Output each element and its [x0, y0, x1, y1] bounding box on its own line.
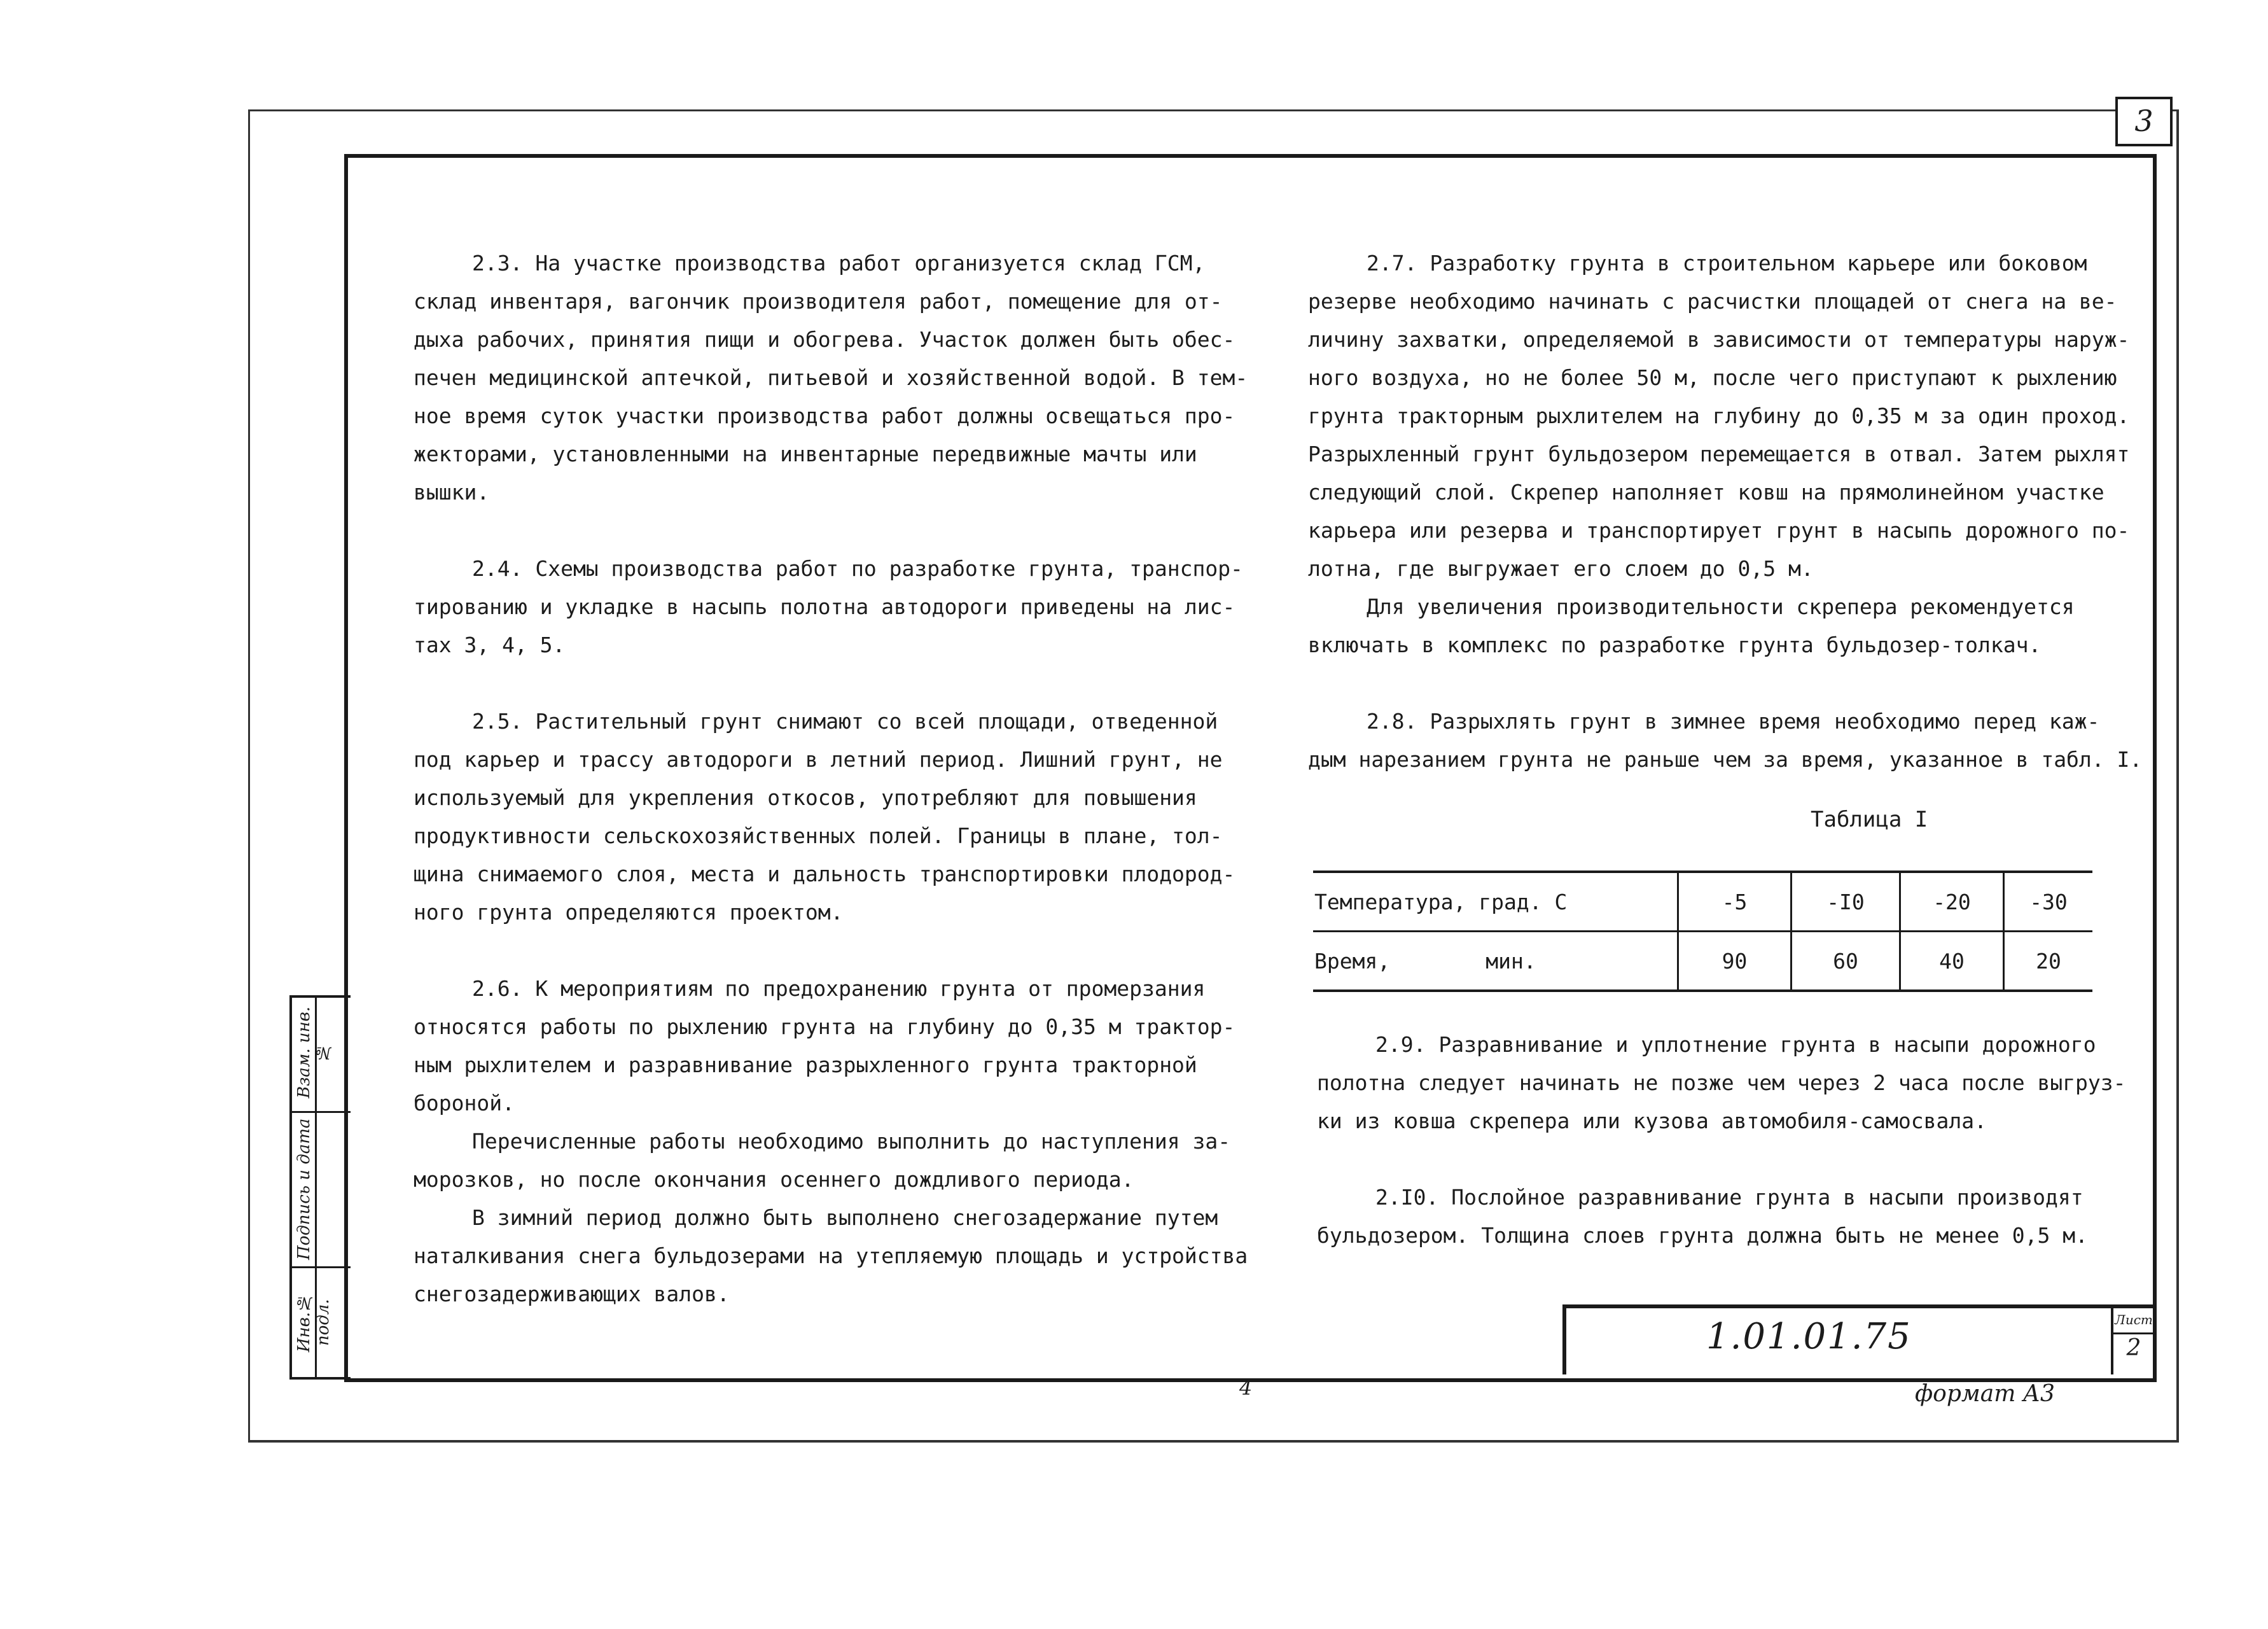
- side-stamp: [289, 995, 351, 1380]
- side-stamp-divider: [292, 1266, 351, 1268]
- text-line: 2.5. Растительный грунт снимают со всей площади, отведенной: [472, 709, 1218, 734]
- text-line: Для увеличения производительности скрепера рекомендуется: [1367, 594, 2075, 619]
- text-line: 2.I0. Послойное разравнивание грунта в насыпи производят: [1375, 1185, 2084, 1210]
- table-cell: -5: [1678, 872, 1791, 932]
- text-line: 2.3. На участке производства работ организуется склад ГСМ,: [472, 251, 1206, 276]
- text-line: 2.7. Разработку грунта в строительном карьере или боковом: [1367, 251, 2087, 276]
- format-label: формат А3: [1915, 1381, 2055, 1407]
- text-line: личину захватки, определяемой в зависимости от температуры наруж-: [1308, 327, 2130, 352]
- text-line: печен медицинской аптечкой, питьевой и хозяйственной водой. В тем-: [414, 365, 1248, 390]
- text-line: Разрыхленный грунт бульдозером перемещается в отвал. Затем рыхлят: [1308, 442, 2130, 466]
- text-line: бороной.: [414, 1091, 515, 1115]
- text-line: под карьер и трассу автодороги в летний период. Лишний грунт, не: [414, 747, 1223, 772]
- text-line: следующий слой. Скрепер наполняет ковш на прямолинейном участке: [1308, 480, 2105, 505]
- text-line: 2.4. Схемы производства работ по разработке грунта, транспор-: [472, 556, 1243, 581]
- text-line: продуктивности сельскохозяйственных полей. Границы в плане, тол-: [414, 823, 1223, 848]
- text-line: дым нарезанием грунта не раньше чем за время, указанное в табл. I.: [1308, 747, 2143, 772]
- table-row-unit: мин.: [1485, 948, 1536, 974]
- text-line: Перечисленные работы необходимо выполнить до наступления за-: [472, 1129, 1231, 1154]
- document-code: 1.01.01.75: [1706, 1316, 1912, 1357]
- text-line: наталкивания снега бульдозерами на утепляемую площадь и устройства: [414, 1243, 1248, 1268]
- text-line: тированию и укладке в насыпь полотна автодороги приведены на лис-: [414, 594, 1235, 619]
- text-line: В зимний период должно быть выполнено снегозадержание путем: [472, 1205, 1218, 1230]
- text-line: ное время суток участки производства работ должны освещаться про-: [414, 403, 1235, 428]
- sheet-number-box: [2115, 97, 2173, 146]
- page-number: 4: [1239, 1376, 1253, 1400]
- table-row: [1313, 932, 2092, 991]
- text-line: полотна следует начинать не позже чем через 2 часа после выгруз-: [1317, 1070, 2126, 1095]
- table-cell: 20: [2004, 932, 2093, 991]
- side-stamp-divider: [292, 1111, 351, 1113]
- right-text-column-bottom: [1317, 1026, 2126, 1255]
- table-caption: Таблица I: [1811, 807, 1928, 832]
- table-cell: 40: [1900, 932, 2004, 991]
- table-row-label: [1313, 932, 1678, 991]
- stamp-sheet-number: 2: [2126, 1335, 2141, 1361]
- text-line: снегозадерживающих валов.: [414, 1282, 730, 1306]
- text-line: жекторами, установленными на инвентарные передвижные мачты или: [414, 442, 1197, 466]
- table-cell: 90: [1678, 932, 1791, 991]
- text-line: грунта тракторным рыхлителем на глубину до 0,35 м за один проход.: [1308, 403, 2130, 428]
- right-text-column-top: [1308, 244, 2142, 779]
- text-line: ного воздуха, но не более 50 м, после чего приступают к рыхлению: [1308, 365, 2117, 390]
- table-row-label-text: Время,: [1314, 948, 1391, 974]
- text-line: дыха рабочих, принятия пищи и обогрева. Участок должен быть обес-: [414, 327, 1235, 352]
- text-line: склад инвентаря, вагончик производителя работ, помещение для от-: [414, 289, 1223, 314]
- side-stamp-replace-inv: Взам. инв.№: [295, 1006, 333, 1099]
- table-cell: -20: [1900, 872, 2004, 932]
- text-line: используемый для укрепления откосов, употребляют для повышения: [414, 785, 1197, 810]
- stamp-sheet-label: Лист: [2113, 1308, 2154, 1334]
- text-line: 2.6. К мероприятиям по предохранению грунта от промерзания: [472, 976, 1206, 1001]
- text-line: ки из ковша скрепера или кузова автомобиля-самосвала.: [1317, 1108, 1987, 1133]
- text-line: относятся работы по рыхлению грунта на глубину до 0,35 м трактор-: [414, 1014, 1235, 1039]
- side-stamp-signature-date: Подпись и дата: [295, 1118, 314, 1261]
- table-row-label: Температура, град. С: [1313, 872, 1678, 932]
- text-line: морозков, но после окончания осеннего дождливого периода.: [414, 1167, 1134, 1192]
- table-cell: -I0: [1791, 872, 1900, 932]
- temperature-time-table: [1313, 870, 2092, 992]
- text-line: вышки.: [414, 480, 490, 505]
- text-line: ного грунта определяются проектом.: [414, 900, 844, 925]
- text-line: включать в комплекс по разработке грунта бульдозер-толкач.: [1308, 633, 2042, 657]
- sheet-number: 3: [2134, 104, 2153, 138]
- text-line: 2.8. Разрыхлять грунт в зимнее время необходимо перед каж-: [1367, 709, 2100, 734]
- text-line: щина снимаемого слоя, места и дальность транспортировки плодород-: [414, 862, 1235, 886]
- table-cell: -30: [2004, 872, 2093, 932]
- text-line: лотна, где выгружает его слоем до 0,5 м.: [1308, 556, 1814, 581]
- text-line: 2.9. Разравнивание и уплотнение грунта в насыпи дорожного: [1375, 1032, 2096, 1057]
- text-line: ным рыхлителем и разравнивание разрыхленного грунта тракторной: [414, 1052, 1197, 1077]
- text-line: карьера или резерва и транспортирует грунт в насыпь дорожного по-: [1308, 518, 2130, 543]
- title-block-stamp: [1562, 1304, 2154, 1374]
- table-row: [1313, 872, 2092, 932]
- text-line: тах 3, 4, 5.: [414, 633, 566, 657]
- table-cell: 60: [1791, 932, 1900, 991]
- side-stamp-inv-orig: Инв.№ подл.: [295, 1292, 333, 1352]
- left-text-column: [414, 244, 1248, 1313]
- text-line: резерве необходимо начинать с расчистки площадей от снега на ве-: [1308, 289, 2117, 314]
- text-line: бульдозером. Толщина слоев грунта должна быть не менее 0,5 м.: [1317, 1223, 2088, 1248]
- stamp-sheet-cell: [2111, 1308, 2154, 1374]
